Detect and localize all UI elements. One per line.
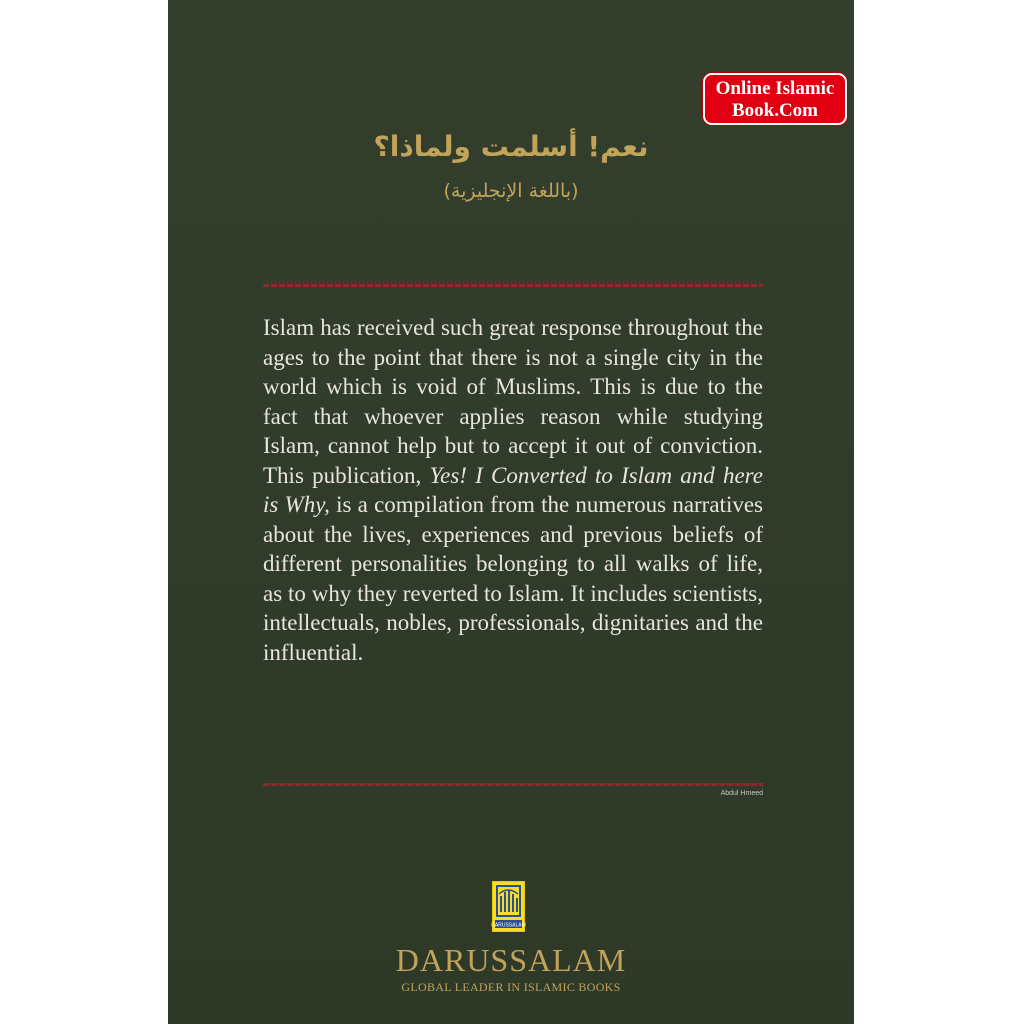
arabic-title: نعم! أسلمت ولماذا؟ <box>373 130 649 163</box>
blurb-text <box>263 313 763 667</box>
bottom-divider <box>263 783 763 786</box>
darussalam-logo-graphic <box>493 882 524 931</box>
blurb-text-part-1: Islam has received such great response throughout the ages to the point that there is not a single city in the world which is void of Muslims. This is due to the fact that whoever applies reason while studying Islam, cannot help but to accept it out of conviction. This publication, <box>263 315 763 488</box>
logo-wordmark: DARUSSALAM <box>491 922 526 929</box>
designer-credit: Abdul Hmeed <box>720 790 763 797</box>
book-back-cover <box>168 0 854 1024</box>
top-divider <box>263 284 763 287</box>
arabic-subtitle: (باللغة الإنجليزية) <box>443 180 579 202</box>
online-islamic-book-badge <box>703 73 847 125</box>
publisher-name: DARUSSALAM <box>395 942 627 978</box>
book-title-italic: Yes! I Converted to Islam and here is Why, <box>263 462 763 517</box>
publisher-tagline: GLOBAL LEADER IN ISLAMIC BOOKS <box>401 980 621 994</box>
badge-line-1: Online Islamic <box>715 78 835 99</box>
blurb-text-part-2: is a compilation from the numerous narratives about the lives, experiences and previous beliefs of different personalities belonging to all walks of life, as to why they reverted to Islam. It includes scientists, intellectuals, nobles, professionals, dignitaries and the influential. <box>263 492 763 665</box>
darussalam-logo-icon <box>492 881 525 932</box>
badge-line-2: Book.Com <box>731 100 819 121</box>
